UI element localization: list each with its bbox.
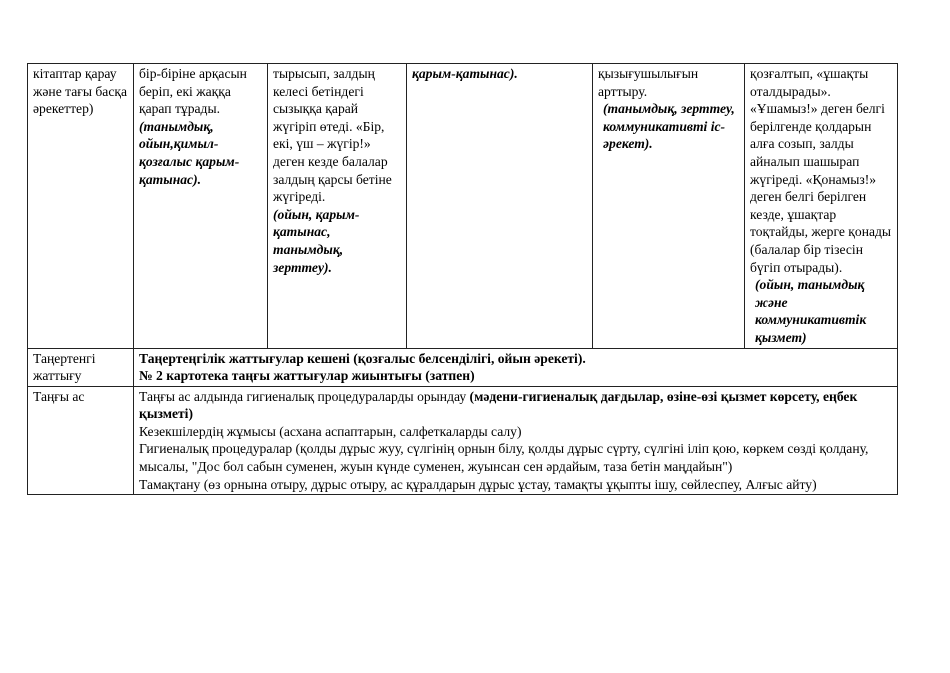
paragraph-bold: (мәдени-гигиеналық дағдылар, өзіне-өзі қызмет көрсету, еңбек қызметі) <box>139 388 858 422</box>
breakfast-paragraph: Тамақтану (өз орнына отыру, дұрыс отыру, ас құралдарын дұрыс ұстау, тамақты ұқыпты ішу, сөйлеспеу, Алғыс айту) <box>139 476 817 492</box>
cell-text: бір-біріне арқасын беріп, екі жаққа қарап тұрады. <box>139 66 247 117</box>
cell-note: (ойын, танымдық және коммуникативтік қызмет) <box>755 277 867 345</box>
cell-column-5 <box>593 64 745 349</box>
cell-note: қарым-қатынас). <box>412 66 518 81</box>
cell-note: (ойын, қарым-қатынас, танымдық, зерттеу). <box>273 206 360 275</box>
row-label: Таңғы ас <box>33 388 85 404</box>
breakfast-content <box>134 386 898 495</box>
cell-note: (танымдық, ойын,қимыл-қозғалыс қарым-қатынас). <box>139 118 240 187</box>
exercise-line: № 2 картотека таңғы жаттығулар жиынтығы (затпен) <box>139 368 475 384</box>
row-label-breakfast <box>28 386 134 495</box>
row-label-morning-exercise <box>28 348 134 386</box>
cell-activity-label <box>28 64 134 349</box>
cell-column-2 <box>134 64 268 349</box>
breakfast-paragraph: Кезекшілердің жұмысы (асхана аспаптарын, салфеткаларды салу) <box>139 423 522 439</box>
morning-exercise-content <box>134 348 898 386</box>
cell-text: қызығушылығын арттыру. <box>598 66 699 99</box>
cell-column-3 <box>268 64 407 349</box>
cell-column-6 <box>745 64 898 349</box>
breakfast-paragraph <box>139 388 892 423</box>
paragraph-text: Таңғы ас алдында гигиеналық процедураларды орындау <box>139 388 467 404</box>
breakfast-paragraph: Гигиеналық процедуралар (қолды дұрыс жуу, сүлгінің орнын білу, қолды дұрыс сүрту, сүлгіні іліп қою, көркем сөзді қолдану, мысалы, "Дос бол сабын суменен, жуын күнде суменен, жуынсан сен әрдайым, таза бетін маңдайын") <box>139 441 869 475</box>
cell-column-4 <box>407 64 593 349</box>
table-row <box>28 348 898 386</box>
schedule-table <box>27 63 898 495</box>
table-row <box>28 386 898 495</box>
cell-text: қозғалтып, «ұшақты оталдырады». «Ұшамыз!» деген белгі берілгенде қолдарын алға созып, залды айналып шашырап жүгіреді. «Қонамыз!» деген белгі берілген кезде, ұшақтар тоқтайды, жерге қонады (балалар бір тізесін бүгіп отырады). <box>750 66 892 275</box>
row-label: Таңертенгі жаттығу <box>33 350 96 384</box>
exercise-line: Таңертеңгілік жаттығулар кешені (қозғалыс белсенділігі, ойын әрекеті). <box>139 350 586 366</box>
cell-note: (танымдық, зерттеу, коммуникативті іс-әрекет). <box>603 101 735 152</box>
cell-text: кітаптар қарау және тағы басқа әрекеттер) <box>33 66 128 117</box>
table-row <box>28 64 898 349</box>
cell-text: тырысып, залдың келесі бетіндегі сызыққа қарай жүгіріп өтеді. «Бір, екі, үш – жүгір!» деген кезде балалар залдың қарсы бетіне жүгіреді. <box>273 66 392 205</box>
